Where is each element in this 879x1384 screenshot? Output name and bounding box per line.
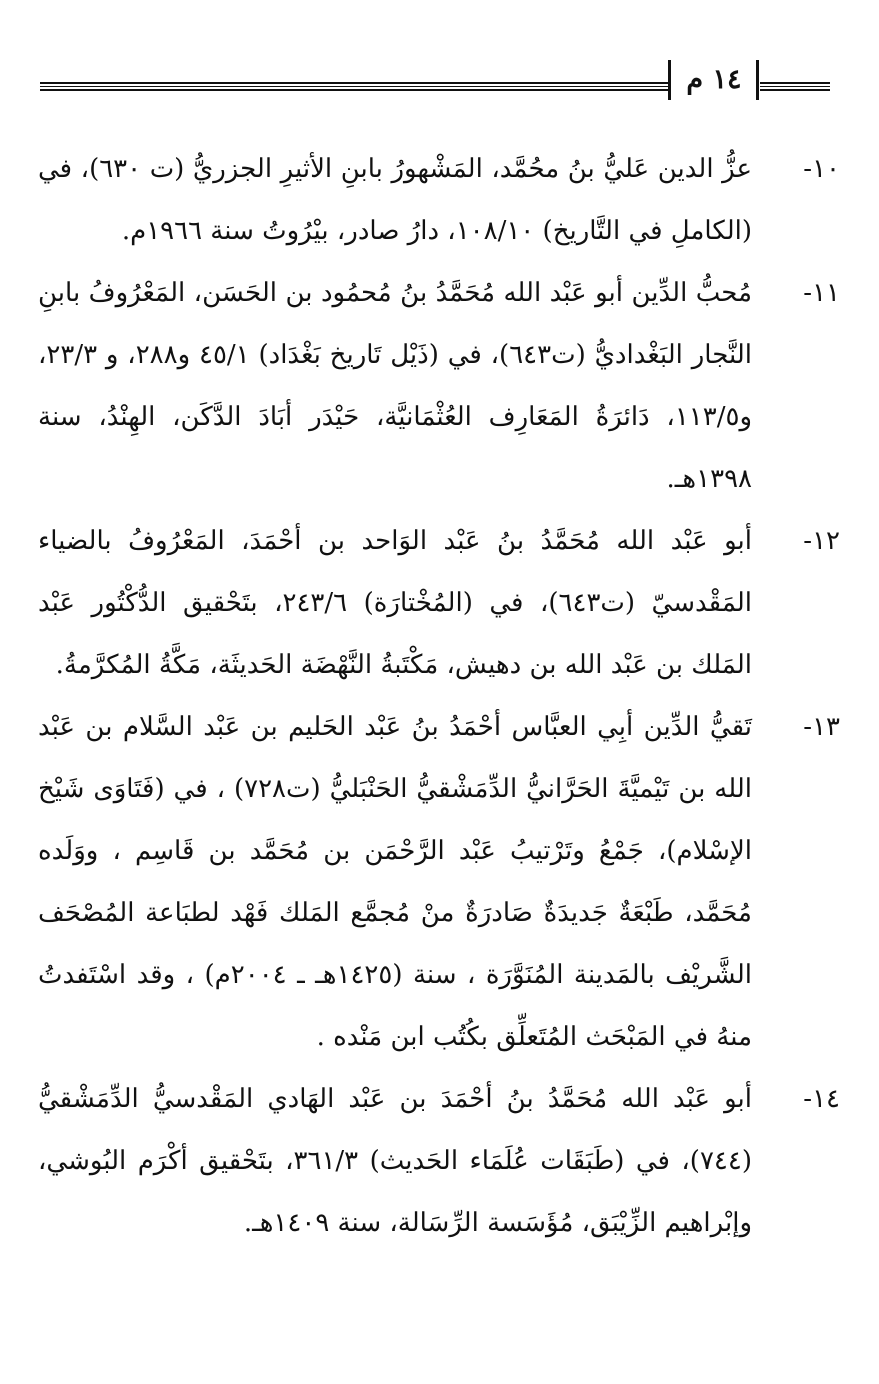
entry-number: ١٣- bbox=[803, 712, 840, 742]
entry-text: أبو عَبْد الله مُحَمَّدُ بنُ أحْمَدَ بن عَبْد الهَادي المَقْدسيُّ الدِّمَشْقيُّ (٧٤٤)، في (طَبَقَات عُلَمَاء الحَديث) ٣٦١/٣، بتَحْقيق أكْرَم البُوشي، وإبْراهيم الزِّيْبَق، مُؤَسَسة الرِّسَالة، سنة ١٤٠٩هـ. bbox=[38, 1084, 752, 1238]
reference-entry-12 bbox=[38, 510, 840, 696]
page-header bbox=[40, 58, 830, 102]
page-number: ١٤ م bbox=[686, 64, 742, 95]
header-rule-short bbox=[760, 82, 830, 91]
entry-text: أبو عَبْد الله مُحَمَّدُ بنُ عَبْد الوَاحد بن أحْمَدَ، المَعْرُوفُ بالضياء المَقْدسيّ (ت٦٤٣)، في (المُخْتارَة) ٢٤٣/٦، بتَحْقيق الدُّكْتُور عَبْد المَلك بن عَبْد الله بن دهيش، مَكْتَبةُ النَّهْضَة الحَديثَة، مَكَّةُ المُكرَّمةُ. bbox=[38, 526, 752, 680]
reference-entry-13 bbox=[38, 696, 840, 1068]
reference-list bbox=[38, 138, 840, 1254]
reference-entry-10 bbox=[38, 138, 840, 262]
entry-number: ١٢- bbox=[803, 526, 840, 556]
entry-number: ١٤- bbox=[803, 1084, 840, 1114]
reference-entry-11 bbox=[38, 262, 840, 510]
entry-text: عزُّ الدين عَليُّ بنُ محُمَّد، المَشْهورُ بابنِ الأثيرِ الجزريُّ (ت ٦٣٠)، في (الكاملِ في التَّاريخ) ١٠٨/١٠، دارُ صادر، بيْرُوتُ سنة ١٩٦٦م. bbox=[38, 154, 752, 246]
header-rule-long bbox=[40, 82, 668, 91]
entry-text: مُحبُّ الدِّين أبو عَبْد الله مُحَمَّدُ بنُ مُحمُود بن الحَسَن، المَعْرُوفُ بابنِ النَّجار البَغْداديُّ (ت٦٤٣)، في (ذَيْل تَاريخ بَغْدَاد) ٤٥/١ و٢٨٨، و ٢٣/٣، و١١٣/٥، دَائرَةُ المَعَارِف العُثْمَانيَّة، حَيْدَر أبَادَ الدَّكَن، الهِنْدُ، سنة ١٣٩٨هـ. bbox=[38, 278, 752, 494]
reference-entry-14 bbox=[38, 1068, 840, 1254]
entry-number: ١٠- bbox=[803, 154, 840, 184]
entry-text: تَقيُّ الدِّين أبِي العبَّاس أحْمَدُ بنُ عَبْد الحَليم بن عَبْد السَّلام بن عَبْد الله بن تَيْميَّةَ الحَرَّانيُّ الدِّمَشْقيُّ الحَنْبَليُّ (ت٧٢٨) ، في (فَتَاوَى شَيْخ الإسْلام)، جَمْعُ وتَرْتيبُ عَبْد الرَّحْمَن بن مُحَمَّد بن قَاسِم ، ووَلَده مُحَمَّد، طَبْعَةٌ جَديدَةٌ صَادرَةٌ منْ مُجمَّع المَلك فَهْد لطبَاعة المُصْحَف الشَّريْف بالمَدينة المُنَوَّرَة ، سنة (١٤٢٥هـ ـ ٢٠٠٤م) ، وقد اسْتَفدتُ منهُ في المَبْحَث المُتَعلِّق بكُتُب ابن مَنْده . bbox=[38, 712, 752, 1052]
entry-number: ١١- bbox=[803, 278, 840, 308]
header-bar-right bbox=[756, 60, 759, 100]
header-bar-left bbox=[668, 60, 671, 100]
